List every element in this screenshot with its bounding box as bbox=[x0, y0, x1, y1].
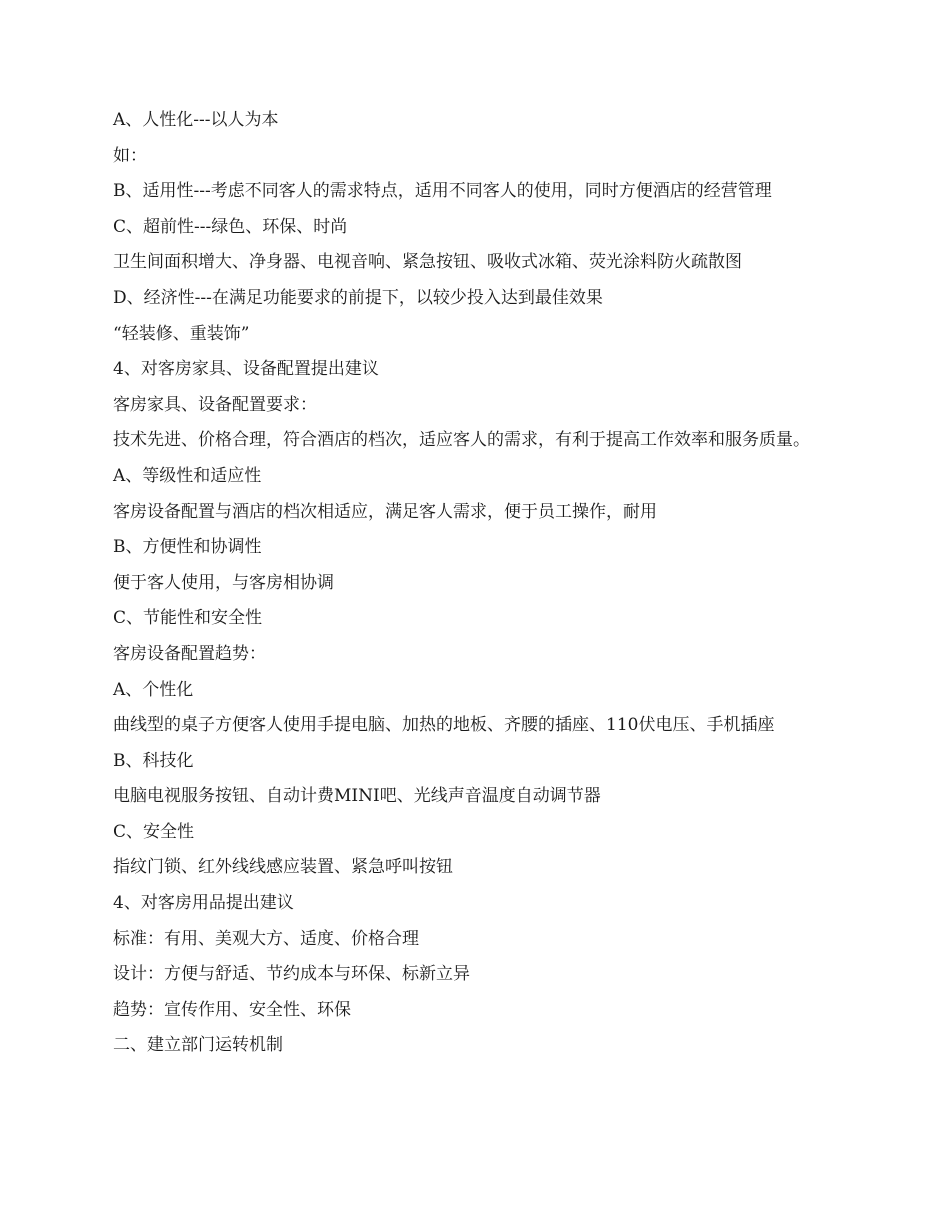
paragraph: 卫生间面积增大、净身器、电视音响、紧急按钮、吸收式冰箱、荧光涂料防火疏散图 bbox=[113, 252, 742, 273]
paragraph: A、人性化---以人为本 bbox=[113, 110, 279, 130]
paragraph: 如： bbox=[113, 145, 147, 166]
paragraph: A、等级性和适应性 bbox=[113, 465, 262, 486]
paragraph: B、适用性---考虑不同客人的需求特点，适用不同客人的使用，同时方便酒店的经营管理 bbox=[113, 181, 772, 202]
paragraph: D、经济性---在满足功能要求的前提下，以较少投入达到最佳效果 bbox=[113, 287, 603, 308]
paragraph: 趋势：宣传作用、安全性、环保 bbox=[113, 999, 351, 1020]
section-heading: 二、建立部门运转机制 bbox=[113, 1035, 283, 1056]
document-body bbox=[113, 110, 841, 1071]
paragraph: 技术先进、价格合理，符合酒店的档次，适应客人的需求，有利于提高工作效率和服务质量。 bbox=[113, 430, 810, 451]
paragraph: C、超前性---绿色、环保、时尚 bbox=[113, 216, 348, 237]
paragraph: 标准：有用、美观大方、适度、价格合理 bbox=[113, 928, 419, 949]
paragraph: B、方便性和协调性 bbox=[113, 537, 262, 558]
paragraph: C、节能性和安全性 bbox=[113, 608, 263, 629]
paragraph: 指纹门锁、红外线线感应装置、紧急呼叫按钮 bbox=[113, 857, 453, 878]
section-heading: 4、对客房用品提出建议 bbox=[113, 893, 294, 914]
paragraph: 设计：方便与舒适、节约成本与环保、标新立异 bbox=[113, 964, 470, 985]
paragraph: “轻装修、重装饰” bbox=[113, 323, 250, 344]
paragraph: 客房设备配置与酒店的档次相适应，满足客人需求，便于员工操作，耐用 bbox=[113, 501, 657, 522]
paragraph: A、个性化 bbox=[113, 679, 194, 700]
paragraph: 客房设备配置趋势： bbox=[113, 643, 266, 664]
paragraph: 曲线型的桌子方便客人使用手提电脑、加热的地板、齐腰的插座、110伏电压、手机插座 bbox=[113, 715, 775, 736]
paragraph: C、安全性 bbox=[113, 821, 195, 842]
paragraph: 客房家具、设备配置要求： bbox=[113, 394, 317, 415]
section-heading: 4、对客房家具、设备配置提出建议 bbox=[113, 359, 379, 380]
paragraph: 便于客人使用，与客房相协调 bbox=[113, 572, 334, 593]
paragraph: 电脑电视服务按钮、自动计费MINI吧、光线声音温度自动调节器 bbox=[113, 786, 601, 807]
paragraph: B、科技化 bbox=[113, 750, 194, 771]
